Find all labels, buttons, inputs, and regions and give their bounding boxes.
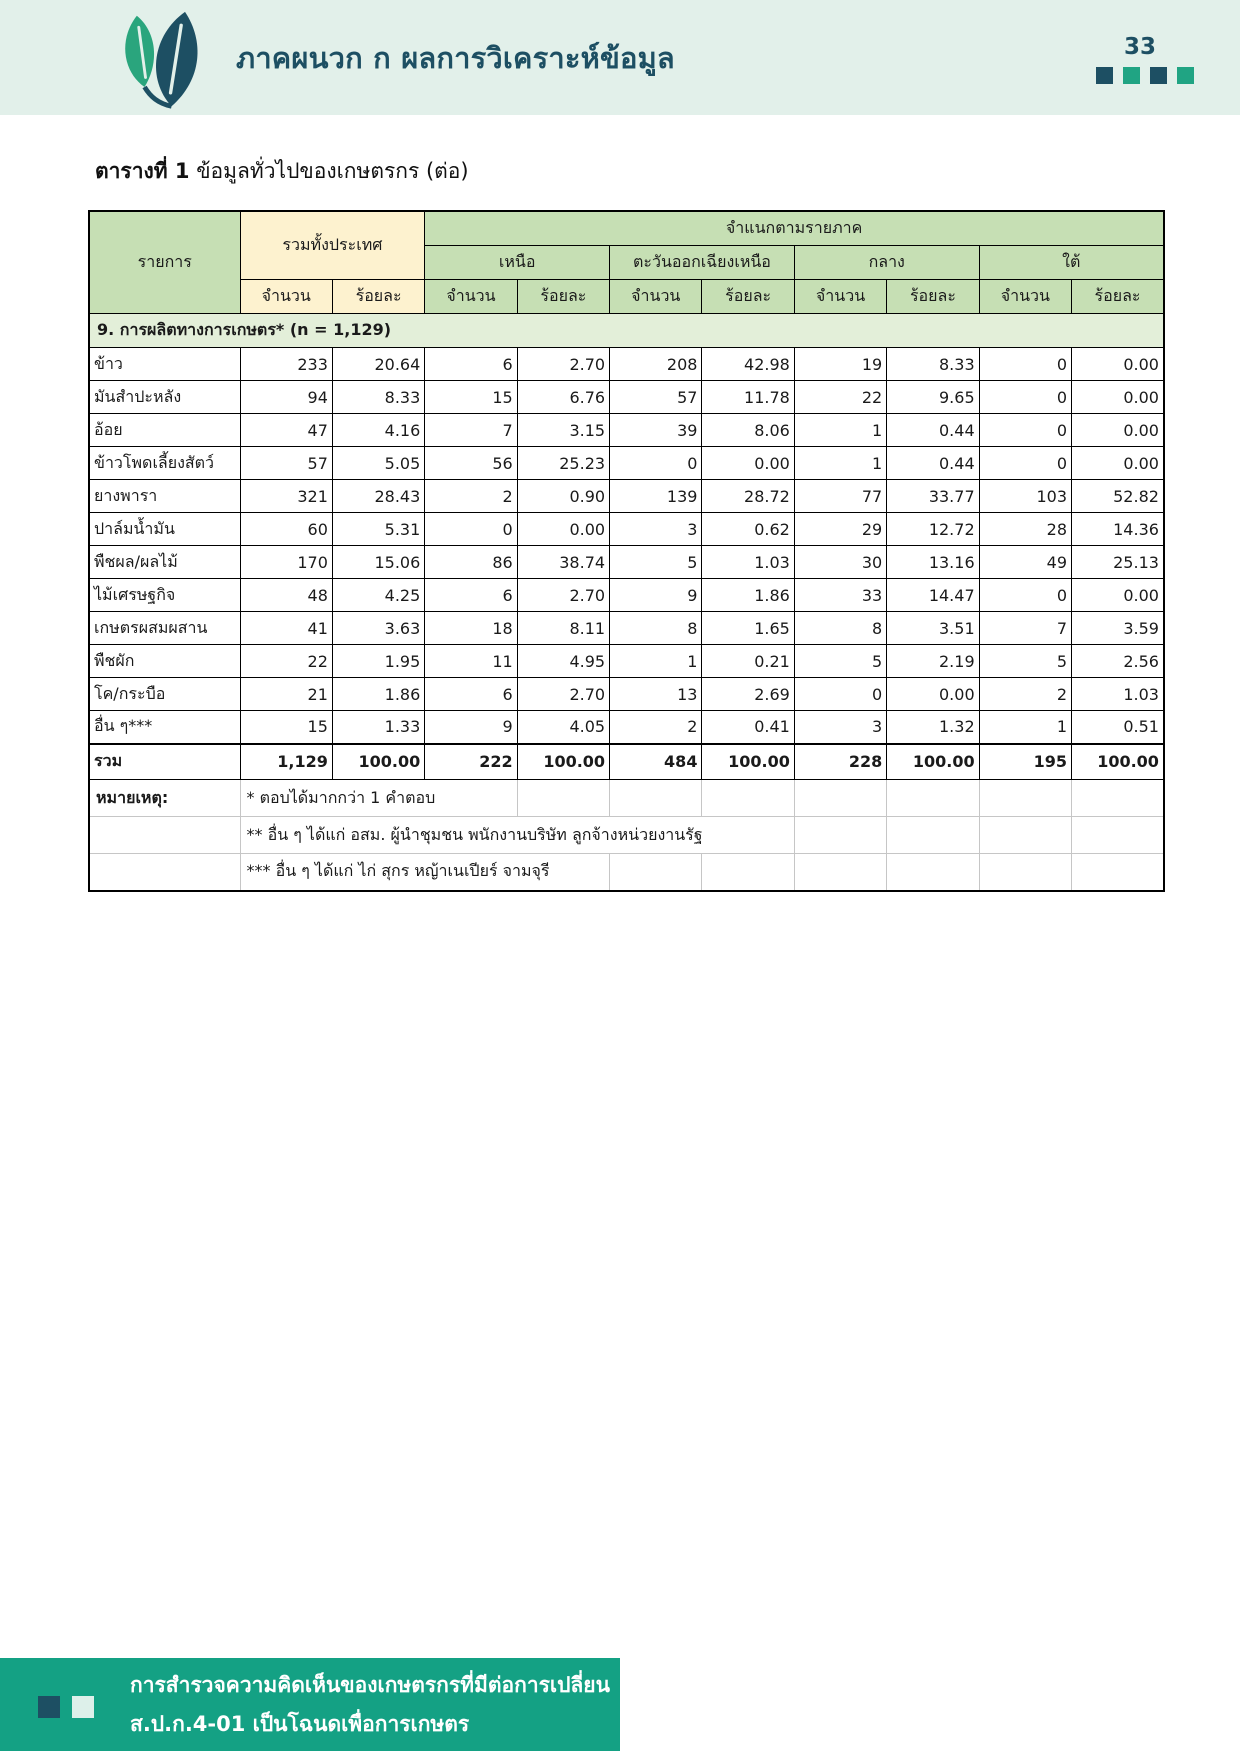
table-caption [95, 155, 1240, 188]
table-wrapper [88, 210, 1163, 892]
table-row [89, 711, 1164, 744]
footer-squares-decoration [38, 1696, 94, 1718]
cell-value: 3.51 [887, 612, 979, 645]
header-count: จำนวน [610, 280, 702, 314]
cell-value: 3 [794, 711, 886, 744]
cell-value: 22 [240, 645, 332, 678]
cell-value: 1.03 [702, 546, 794, 579]
cell-value: 77 [794, 480, 886, 513]
cell-value: 5 [979, 645, 1071, 678]
cell-value: 3.63 [332, 612, 424, 645]
cell-value: 1 [610, 645, 702, 678]
header-region-northeast: ตะวันออกเฉียงเหนือ [610, 246, 795, 280]
cell-value: 4.95 [517, 645, 609, 678]
cell-value: 28.43 [332, 480, 424, 513]
table-row [89, 678, 1164, 711]
table-row [89, 414, 1164, 447]
cell-value: 1.95 [332, 645, 424, 678]
cell-value: 484 [610, 744, 702, 780]
footer-text [130, 1666, 610, 1744]
table-caption-number: ตารางที่ 1 [95, 159, 190, 183]
cell-value: 12.72 [887, 513, 979, 546]
table-row [89, 513, 1164, 546]
row-label: โค/กระบือ [89, 678, 240, 711]
cell-value: 7 [979, 612, 1071, 645]
cell-value: 2.69 [702, 678, 794, 711]
cell-value: 0.44 [887, 414, 979, 447]
cell-value: 14.47 [887, 579, 979, 612]
square-icon [1150, 67, 1167, 84]
cell-value: 57 [240, 447, 332, 480]
cell-value: 3.15 [517, 414, 609, 447]
cell-value: 47 [240, 414, 332, 447]
cell-value: 94 [240, 381, 332, 414]
header-region-central: กลาง [794, 246, 979, 280]
table-row [89, 579, 1164, 612]
cell-value: 0 [979, 414, 1071, 447]
cell-value: 33 [794, 579, 886, 612]
cell-value: 4.25 [332, 579, 424, 612]
cell-value: 25.13 [1072, 546, 1164, 579]
note-text: ** อื่น ๆ ได้แก่ อสม. ผู้นำชุมชน พนักงานบริษัท ลูกจ้างหน่วยงานรัฐ [240, 817, 794, 854]
cell-value: 19 [794, 348, 886, 381]
cell-value: 2.70 [517, 348, 609, 381]
table-row [89, 612, 1164, 645]
cell-value: 1.33 [332, 711, 424, 744]
cell-value: 170 [240, 546, 332, 579]
cell-value: 100.00 [517, 744, 609, 780]
cell-value: 48 [240, 579, 332, 612]
table-row [89, 480, 1164, 513]
cell-value: 228 [794, 744, 886, 780]
square-icon [1096, 67, 1113, 84]
cell-value: 4.05 [517, 711, 609, 744]
note-row [89, 854, 1164, 891]
cell-value: 6 [425, 678, 517, 711]
cell-value: 0 [610, 447, 702, 480]
note-row [89, 817, 1164, 854]
square-icon [1177, 67, 1194, 84]
note-row [89, 780, 1164, 817]
cell-value: 8.33 [887, 348, 979, 381]
header-count: จำนวน [425, 280, 517, 314]
square-icon [72, 1696, 94, 1718]
cell-value: 0.21 [702, 645, 794, 678]
cell-value: 3 [610, 513, 702, 546]
cell-value: 2 [425, 480, 517, 513]
cell-value: 103 [979, 480, 1071, 513]
cell-value: 1.65 [702, 612, 794, 645]
table-total-row [89, 744, 1164, 780]
farmer-data-table [88, 210, 1165, 892]
cell-value: 100.00 [332, 744, 424, 780]
cell-value: 9.65 [887, 381, 979, 414]
cell-value: 8.11 [517, 612, 609, 645]
cell-value: 13.16 [887, 546, 979, 579]
cell-value: 233 [240, 348, 332, 381]
cell-value: 0 [425, 513, 517, 546]
table-row [89, 381, 1164, 414]
cell-value: 2 [979, 678, 1071, 711]
cell-value: 11 [425, 645, 517, 678]
row-label: ไม้เศรษฐกิจ [89, 579, 240, 612]
row-label: อื่น ๆ*** [89, 711, 240, 744]
cell-value: 222 [425, 744, 517, 780]
page-header [0, 0, 1240, 115]
cell-value: 9 [425, 711, 517, 744]
row-label: ข้าวโพดเลี้ยงสัตว์ [89, 447, 240, 480]
cell-value: 0.00 [1072, 348, 1164, 381]
cell-value: 195 [979, 744, 1071, 780]
cell-value: 33.77 [887, 480, 979, 513]
table-header [89, 211, 1164, 314]
cell-value: 2.56 [1072, 645, 1164, 678]
cell-value: 25.23 [517, 447, 609, 480]
cell-value: 1.03 [1072, 678, 1164, 711]
cell-value: 0 [979, 579, 1071, 612]
cell-value: 8 [794, 612, 886, 645]
header-percent: ร้อยละ [1072, 280, 1164, 314]
cell-value: 5.31 [332, 513, 424, 546]
cell-value: 0 [979, 381, 1071, 414]
note-label: หมายเหตุ: [89, 780, 240, 817]
table-row [89, 546, 1164, 579]
section-title: 9. การผลิตทางการเกษตร* (n = 1,129) [89, 314, 1164, 348]
cell-value: 1.86 [702, 579, 794, 612]
cell-value: 208 [610, 348, 702, 381]
cell-value: 4.16 [332, 414, 424, 447]
cell-value: 14.36 [1072, 513, 1164, 546]
square-icon [1123, 67, 1140, 84]
cell-value: 2.70 [517, 579, 609, 612]
page-number: 33 [1123, 33, 1156, 60]
cell-value: 0 [979, 447, 1071, 480]
table-row [89, 447, 1164, 480]
cell-value: 1,129 [240, 744, 332, 780]
note-text: * ตอบได้มากกว่า 1 คำตอบ [240, 780, 517, 817]
header-count: จำนวน [979, 280, 1071, 314]
cell-value: 39 [610, 414, 702, 447]
row-label: มันสำปะหลัง [89, 381, 240, 414]
cell-value: 41 [240, 612, 332, 645]
cell-value: 86 [425, 546, 517, 579]
table-body [89, 314, 1164, 780]
header-squares-decoration [1096, 67, 1194, 84]
cell-value: 0.00 [517, 513, 609, 546]
header-percent: ร้อยละ [702, 280, 794, 314]
cell-value: 0.44 [887, 447, 979, 480]
cell-value: 57 [610, 381, 702, 414]
row-label: รวม [89, 744, 240, 780]
cell-value: 30 [794, 546, 886, 579]
header-percent: ร้อยละ [887, 280, 979, 314]
cell-value: 6.76 [517, 381, 609, 414]
cell-value: 13 [610, 678, 702, 711]
header-country-total: รวมทั้งประเทศ [240, 211, 425, 280]
cell-value: 52.82 [1072, 480, 1164, 513]
table-notes [89, 780, 1164, 891]
row-label: ปาล์มน้ำมัน [89, 513, 240, 546]
header-region-north: เหนือ [425, 246, 610, 280]
cell-value: 321 [240, 480, 332, 513]
cell-value: 0 [979, 348, 1071, 381]
cell-value: 8.06 [702, 414, 794, 447]
cell-value: 15 [425, 381, 517, 414]
footer-line-2: ส.ป.ก.4-01 เป็นโฉนดเพื่อการเกษตร [130, 1711, 470, 1736]
page-footer [0, 1658, 620, 1751]
cell-value: 56 [425, 447, 517, 480]
cell-value: 0.62 [702, 513, 794, 546]
row-label: พืชผล/ผลไม้ [89, 546, 240, 579]
header-percent: ร้อยละ [332, 280, 424, 314]
cell-value: 5.05 [332, 447, 424, 480]
cell-value: 0.00 [702, 447, 794, 480]
cell-value: 100.00 [1072, 744, 1164, 780]
header-count: จำนวน [794, 280, 886, 314]
row-label: เกษตรผสมผสาน [89, 612, 240, 645]
cell-value: 38.74 [517, 546, 609, 579]
cell-value: 11.78 [702, 381, 794, 414]
cell-value: 1 [979, 711, 1071, 744]
row-label: อ้อย [89, 414, 240, 447]
header-item: รายการ [89, 211, 240, 314]
cell-value: 6 [425, 348, 517, 381]
cell-value: 0.00 [887, 678, 979, 711]
cell-value: 0.00 [1072, 381, 1164, 414]
cell-value: 9 [610, 579, 702, 612]
cell-value: 42.98 [702, 348, 794, 381]
cell-value: 100.00 [887, 744, 979, 780]
cell-value: 3.59 [1072, 612, 1164, 645]
cell-value: 28 [979, 513, 1071, 546]
cell-value: 0.00 [1072, 447, 1164, 480]
cell-value: 5 [794, 645, 886, 678]
cell-value: 0.00 [1072, 579, 1164, 612]
header-region-south: ใต้ [979, 246, 1164, 280]
section-row [89, 314, 1164, 348]
cell-value: 6 [425, 579, 517, 612]
header-regions-group: จำแนกตามรายภาค [425, 211, 1164, 246]
cell-value: 18 [425, 612, 517, 645]
table-caption-text: ข้อมูลทั่วไปของเกษตรกร (ต่อ) [189, 159, 469, 183]
cell-value: 29 [794, 513, 886, 546]
cell-value: 2.19 [887, 645, 979, 678]
cell-value: 15.06 [332, 546, 424, 579]
note-text: *** อื่น ๆ ได้แก่ ไก่ สุกร หญ้าเนเปียร์ จามจุรี [240, 854, 610, 891]
page-body [0, 155, 1240, 892]
row-label: ยางพารา [89, 480, 240, 513]
cell-value: 22 [794, 381, 886, 414]
cell-value: 15 [240, 711, 332, 744]
cell-value: 28.72 [702, 480, 794, 513]
cell-value: 0 [794, 678, 886, 711]
cell-value: 2 [610, 711, 702, 744]
cell-value: 139 [610, 480, 702, 513]
cell-value: 0.41 [702, 711, 794, 744]
cell-value: 0.00 [1072, 414, 1164, 447]
header-count: จำนวน [240, 280, 332, 314]
cell-value: 60 [240, 513, 332, 546]
cell-value: 8.33 [332, 381, 424, 414]
cell-value: 8 [610, 612, 702, 645]
cell-value: 1 [794, 414, 886, 447]
row-label: พืชผัก [89, 645, 240, 678]
cell-value: 1.86 [332, 678, 424, 711]
page-info [1096, 33, 1200, 84]
cell-value: 0.51 [1072, 711, 1164, 744]
cell-value: 21 [240, 678, 332, 711]
cell-value: 49 [979, 546, 1071, 579]
square-icon [38, 1696, 60, 1718]
row-label: ข้าว [89, 348, 240, 381]
cell-value: 100.00 [702, 744, 794, 780]
cell-value: 2.70 [517, 678, 609, 711]
table-row [89, 348, 1164, 381]
page-title: ภาคผนวก ก ผลการวิเคราะห์ข้อมูล [236, 40, 675, 75]
header-percent: ร้อยละ [517, 280, 609, 314]
cell-value: 5 [610, 546, 702, 579]
cell-value: 0.90 [517, 480, 609, 513]
cell-value: 1.32 [887, 711, 979, 744]
leaf-logo-icon [84, 8, 234, 114]
cell-value: 7 [425, 414, 517, 447]
footer-line-1: การสำรวจความคิดเห็นของเกษตรกรที่มีต่อการเปลี่ยน [130, 1672, 610, 1697]
cell-value: 1 [794, 447, 886, 480]
cell-value: 20.64 [332, 348, 424, 381]
table-row [89, 645, 1164, 678]
